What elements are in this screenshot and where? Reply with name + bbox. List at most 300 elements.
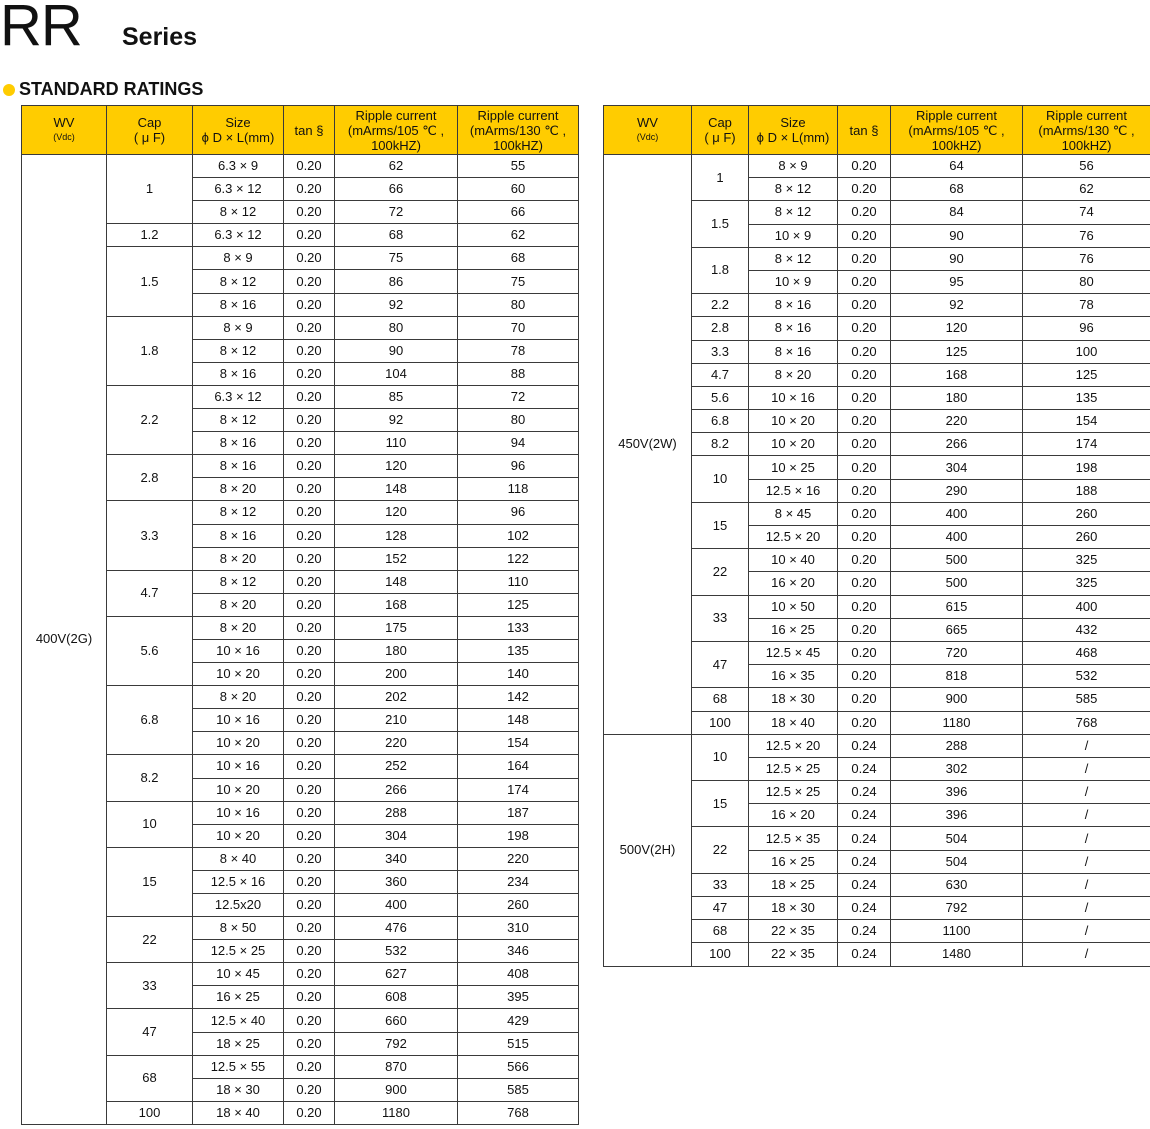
ripple-130-cell: /	[1023, 734, 1150, 757]
cap-cell: 1	[692, 155, 749, 201]
ripple-105-cell: 266	[891, 433, 1023, 456]
cap-cell: 47	[692, 641, 749, 687]
tan-cell: 0.20	[838, 410, 891, 433]
tan-cell: 0.20	[284, 963, 335, 986]
tan-cell: 0.20	[838, 711, 891, 734]
cap-cell: 6.8	[107, 686, 193, 755]
size-cell: 8 × 9	[193, 316, 284, 339]
ripple-130-cell: 96	[1023, 317, 1150, 340]
cap-cell: 6.8	[692, 410, 749, 433]
tan-cell: 0.24	[838, 781, 891, 804]
ripple-105-cell: 360	[335, 870, 458, 893]
ripple-130-cell: 75	[458, 270, 579, 293]
size-cell: 8 × 16	[193, 455, 284, 478]
cap-cell: 10	[692, 734, 749, 780]
ripple-105-cell: 476	[335, 917, 458, 940]
ripple-130-cell: 154	[458, 732, 579, 755]
cap-cell: 1.8	[107, 316, 193, 385]
ripple-105-cell: 266	[335, 778, 458, 801]
cap-cell: 4.7	[692, 363, 749, 386]
ripple-105-cell: 532	[335, 940, 458, 963]
ripple-130-cell: 125	[1023, 363, 1150, 386]
tan-cell: 0.20	[838, 688, 891, 711]
tan-cell: 0.24	[838, 827, 891, 850]
size-cell: 8 × 20	[193, 686, 284, 709]
cap-cell: 33	[692, 595, 749, 641]
ripple-105-cell: 900	[335, 1078, 458, 1101]
ripple-130-cell: 55	[458, 155, 579, 178]
size-cell: 16 × 35	[749, 665, 838, 688]
section-title: STANDARD RATINGS	[19, 79, 204, 99]
tan-cell: 0.20	[284, 293, 335, 316]
cap-cell: 8.2	[692, 433, 749, 456]
ripple-105-cell: 340	[335, 847, 458, 870]
series-word: Series	[122, 23, 198, 51]
ripple-130-cell: 532	[1023, 665, 1150, 688]
tan-cell: 0.20	[284, 778, 335, 801]
ripple-105-cell: 85	[335, 385, 458, 408]
col-header-tan: tan §	[284, 106, 335, 155]
col-header-ripple-105: Ripple current (mArms/105 ℃ , 100kHZ)	[891, 106, 1023, 155]
ripple-130-cell: 135	[458, 639, 579, 662]
ripple-130-cell: 78	[1023, 294, 1150, 317]
tan-cell: 0.20	[284, 1078, 335, 1101]
tan-cell: 0.20	[838, 618, 891, 641]
size-cell: 16 × 25	[749, 850, 838, 873]
tan-cell: 0.20	[284, 524, 335, 547]
ripple-130-cell: 88	[458, 362, 579, 385]
size-cell: 8 × 20	[193, 593, 284, 616]
size-cell: 18 × 25	[749, 873, 838, 896]
ripple-130-cell: 74	[1023, 201, 1150, 224]
size-cell: 8 × 16	[749, 294, 838, 317]
size-cell: 10 × 9	[749, 270, 838, 293]
tan-cell: 0.24	[838, 920, 891, 943]
size-cell: 10 × 16	[193, 801, 284, 824]
tan-cell: 0.20	[284, 247, 335, 270]
size-cell: 10 × 20	[193, 732, 284, 755]
ripple-130-cell: 174	[458, 778, 579, 801]
tan-cell: 0.20	[284, 801, 335, 824]
tan-cell: 0.20	[838, 433, 891, 456]
col-header-size: Size ϕ D × L(mm)	[193, 106, 284, 155]
size-cell: 8 × 12	[749, 247, 838, 270]
ripple-105-cell: 615	[891, 595, 1023, 618]
tan-cell: 0.20	[284, 270, 335, 293]
tan-cell: 0.20	[838, 317, 891, 340]
col-header-size: Size ϕ D × L(mm)	[749, 106, 838, 155]
size-cell: 12.5 × 16	[193, 870, 284, 893]
ripple-105-cell: 1100	[891, 920, 1023, 943]
wv-cell: 500V(2H)	[604, 734, 692, 966]
ripple-130-cell: 62	[1023, 178, 1150, 201]
ratings-table-right	[603, 105, 1150, 967]
size-cell: 8 × 20	[193, 478, 284, 501]
cap-cell: 4.7	[107, 570, 193, 616]
size-cell: 8 × 16	[193, 524, 284, 547]
ripple-105-cell: 1480	[891, 943, 1023, 966]
ripple-105-cell: 220	[335, 732, 458, 755]
ripple-105-cell: 64	[891, 155, 1023, 178]
ripple-130-cell: 468	[1023, 641, 1150, 664]
size-cell: 6.3 × 12	[193, 385, 284, 408]
ripple-105-cell: 608	[335, 986, 458, 1009]
ripple-105-cell: 304	[335, 824, 458, 847]
col-header-ripple-130: Ripple current (mArms/130 ℃ , 100kHZ)	[458, 106, 579, 155]
size-cell: 8 × 20	[749, 363, 838, 386]
size-cell: 8 × 12	[749, 201, 838, 224]
tan-cell: 0.20	[284, 1009, 335, 1032]
ripple-105-cell: 175	[335, 616, 458, 639]
tan-cell: 0.20	[838, 224, 891, 247]
col-header-cap: Cap ( μ F)	[107, 106, 193, 155]
ripple-130-cell: 80	[458, 293, 579, 316]
ripple-105-cell: 290	[891, 479, 1023, 502]
tan-cell: 0.20	[284, 316, 335, 339]
ripple-130-cell: 96	[458, 501, 579, 524]
cap-cell: 5.6	[107, 616, 193, 685]
size-cell: 16 × 25	[749, 618, 838, 641]
ripple-130-cell: 70	[458, 316, 579, 339]
ripple-130-cell: 66	[458, 201, 579, 224]
ripple-130-cell: /	[1023, 804, 1150, 827]
tan-cell: 0.24	[838, 897, 891, 920]
cap-cell: 1.5	[107, 247, 193, 316]
ripple-105-cell: 792	[891, 897, 1023, 920]
ripple-105-cell: 180	[335, 639, 458, 662]
size-cell: 8 × 16	[749, 317, 838, 340]
size-cell: 10 × 9	[749, 224, 838, 247]
cap-cell: 68	[692, 688, 749, 711]
size-cell: 10 × 20	[749, 433, 838, 456]
tan-cell: 0.20	[838, 155, 891, 178]
cap-cell: 33	[692, 873, 749, 896]
ripple-105-cell: 90	[891, 224, 1023, 247]
cap-cell: 1.8	[692, 247, 749, 293]
tan-cell: 0.20	[838, 595, 891, 618]
ripple-130-cell: /	[1023, 781, 1150, 804]
tan-cell: 0.20	[284, 339, 335, 362]
tan-cell: 0.20	[284, 385, 335, 408]
ripple-130-cell: 80	[458, 409, 579, 432]
col-header-ripple-130: Ripple current (mArms/130 ℃ , 100kHZ)	[1023, 106, 1150, 155]
cap-cell: 68	[692, 920, 749, 943]
ripple-130-cell: 62	[458, 224, 579, 247]
ripple-105-cell: 210	[335, 709, 458, 732]
ripple-130-cell: /	[1023, 757, 1150, 780]
cap-cell: 10	[692, 456, 749, 502]
size-cell: 8 × 12	[193, 339, 284, 362]
size-cell: 10 × 45	[193, 963, 284, 986]
size-cell: 12.5 × 40	[193, 1009, 284, 1032]
ripple-130-cell: 566	[458, 1055, 579, 1078]
ripple-105-cell: 110	[335, 432, 458, 455]
ripple-105-cell: 128	[335, 524, 458, 547]
tan-cell: 0.20	[284, 409, 335, 432]
size-cell: 12.5 × 25	[749, 781, 838, 804]
ripple-130-cell: 585	[1023, 688, 1150, 711]
size-cell: 10 × 20	[193, 663, 284, 686]
ripple-105-cell: 120	[335, 455, 458, 478]
tan-cell: 0.20	[284, 732, 335, 755]
cap-cell: 47	[107, 1009, 193, 1055]
ripple-105-cell: 68	[335, 224, 458, 247]
size-cell: 18 × 30	[193, 1078, 284, 1101]
ripple-105-cell: 120	[891, 317, 1023, 340]
ripple-105-cell: 627	[335, 963, 458, 986]
ripple-130-cell: 432	[1023, 618, 1150, 641]
table-row	[604, 734, 1150, 757]
cap-cell: 1.5	[692, 201, 749, 247]
ripple-130-cell: 260	[1023, 526, 1150, 549]
ripple-105-cell: 86	[335, 270, 458, 293]
size-cell: 18 × 40	[193, 1101, 284, 1124]
ripple-105-cell: 62	[335, 155, 458, 178]
size-cell: 12.5 × 20	[749, 526, 838, 549]
col-header-wv: WV (Vdc)	[604, 106, 692, 155]
wv-cell: 400V(2G)	[22, 155, 107, 1125]
tan-cell: 0.20	[284, 709, 335, 732]
size-cell: 8 × 12	[749, 178, 838, 201]
ripple-130-cell: 429	[458, 1009, 579, 1032]
ripple-105-cell: 92	[335, 409, 458, 432]
tan-cell: 0.20	[838, 665, 891, 688]
ripple-105-cell: 665	[891, 618, 1023, 641]
ripple-130-cell: /	[1023, 873, 1150, 896]
ripple-130-cell: 220	[458, 847, 579, 870]
table-header-row	[22, 106, 579, 155]
size-cell: 8 × 45	[749, 502, 838, 525]
ripple-130-cell: 102	[458, 524, 579, 547]
ripple-105-cell: 400	[891, 502, 1023, 525]
col-header-wv: WV (Vdc)	[22, 106, 107, 155]
size-cell: 10 × 40	[749, 549, 838, 572]
wv-cell: 450V(2W)	[604, 155, 692, 735]
col-header-cap: Cap ( μ F)	[692, 106, 749, 155]
ripple-105-cell: 152	[335, 547, 458, 570]
ripple-130-cell: 118	[458, 478, 579, 501]
ripple-105-cell: 220	[891, 410, 1023, 433]
cap-cell: 5.6	[692, 386, 749, 409]
ripple-130-cell: 60	[458, 178, 579, 201]
tan-cell: 0.20	[284, 501, 335, 524]
ripple-130-cell: 515	[458, 1032, 579, 1055]
size-cell: 10 × 50	[749, 595, 838, 618]
ripple-130-cell: 395	[458, 986, 579, 1009]
size-cell: 8 × 16	[749, 340, 838, 363]
size-cell: 12.5 × 25	[749, 757, 838, 780]
size-cell: 8 × 9	[749, 155, 838, 178]
tan-cell: 0.20	[284, 686, 335, 709]
cap-cell: 1.2	[107, 224, 193, 247]
ripple-105-cell: 125	[891, 340, 1023, 363]
ripple-105-cell: 68	[891, 178, 1023, 201]
size-cell: 12.5x20	[193, 894, 284, 917]
ripple-130-cell: 188	[1023, 479, 1150, 502]
size-cell: 10 × 16	[193, 709, 284, 732]
tan-cell: 0.20	[284, 224, 335, 247]
ripple-130-cell: 68	[458, 247, 579, 270]
ripple-130-cell: 56	[1023, 155, 1150, 178]
ripple-130-cell: 154	[1023, 410, 1150, 433]
ripple-130-cell: 408	[458, 963, 579, 986]
ripple-130-cell: /	[1023, 920, 1150, 943]
table-header-row	[604, 106, 1150, 155]
tan-cell: 0.20	[284, 663, 335, 686]
ripple-130-cell: 96	[458, 455, 579, 478]
ripple-130-cell: /	[1023, 827, 1150, 850]
ripple-130-cell: 140	[458, 663, 579, 686]
tan-cell: 0.20	[284, 847, 335, 870]
size-cell: 8 × 16	[193, 293, 284, 316]
ripple-105-cell: 84	[891, 201, 1023, 224]
cap-cell: 2.8	[107, 455, 193, 501]
ripple-105-cell: 1180	[335, 1101, 458, 1124]
ripple-105-cell: 720	[891, 641, 1023, 664]
tan-cell: 0.24	[838, 804, 891, 827]
ripple-130-cell: 135	[1023, 386, 1150, 409]
ripple-130-cell: 148	[458, 709, 579, 732]
tan-cell: 0.20	[838, 270, 891, 293]
tan-cell: 0.20	[284, 201, 335, 224]
cap-cell: 47	[692, 897, 749, 920]
ripple-105-cell: 168	[335, 593, 458, 616]
ripple-105-cell: 400	[335, 894, 458, 917]
ripple-130-cell: 133	[458, 616, 579, 639]
size-cell: 8 × 16	[193, 432, 284, 455]
size-cell: 8 × 40	[193, 847, 284, 870]
tan-cell: 0.20	[284, 824, 335, 847]
cap-cell: 15	[692, 781, 749, 827]
ripple-105-cell: 72	[335, 201, 458, 224]
tan-cell: 0.20	[284, 455, 335, 478]
cap-cell: 100	[692, 711, 749, 734]
cap-cell: 100	[107, 1101, 193, 1124]
ripple-105-cell: 120	[335, 501, 458, 524]
size-cell: 10 × 16	[193, 755, 284, 778]
cap-cell: 15	[107, 847, 193, 916]
ripple-130-cell: 260	[1023, 502, 1150, 525]
ratings-table-left	[21, 105, 579, 1125]
tan-cell: 0.20	[284, 940, 335, 963]
ripple-105-cell: 660	[335, 1009, 458, 1032]
tan-cell: 0.20	[838, 456, 891, 479]
size-cell: 10 × 25	[749, 456, 838, 479]
ripple-105-cell: 80	[335, 316, 458, 339]
size-cell: 12.5 × 55	[193, 1055, 284, 1078]
ripple-105-cell: 504	[891, 850, 1023, 873]
cap-cell: 15	[692, 502, 749, 548]
ripple-105-cell: 500	[891, 549, 1023, 572]
tan-cell: 0.24	[838, 873, 891, 896]
size-cell: 22 × 35	[749, 943, 838, 966]
ripple-130-cell: 768	[1023, 711, 1150, 734]
cap-cell: 2.8	[692, 317, 749, 340]
size-cell: 8 × 16	[193, 362, 284, 385]
ripple-105-cell: 288	[335, 801, 458, 824]
tan-cell: 0.20	[284, 870, 335, 893]
ripple-130-cell: 198	[1023, 456, 1150, 479]
cap-cell: 2.2	[692, 294, 749, 317]
ripple-130-cell: 110	[458, 570, 579, 593]
ripple-105-cell: 792	[335, 1032, 458, 1055]
ripple-105-cell: 302	[891, 757, 1023, 780]
series-code: RR	[0, 0, 82, 58]
tan-cell: 0.20	[838, 178, 891, 201]
ripple-130-cell: 94	[458, 432, 579, 455]
size-cell: 8 × 50	[193, 917, 284, 940]
size-cell: 16 × 20	[749, 804, 838, 827]
ripple-130-cell: 164	[458, 755, 579, 778]
cap-cell: 22	[692, 549, 749, 595]
ripple-105-cell: 500	[891, 572, 1023, 595]
size-cell: 8 × 20	[193, 547, 284, 570]
cap-cell: 8.2	[107, 755, 193, 801]
tan-cell: 0.20	[284, 1101, 335, 1124]
size-cell: 16 × 25	[193, 986, 284, 1009]
ripple-105-cell: 304	[891, 456, 1023, 479]
ripple-130-cell: 400	[1023, 595, 1150, 618]
tan-cell: 0.20	[838, 526, 891, 549]
size-cell: 10 × 20	[749, 410, 838, 433]
ripple-105-cell: 396	[891, 781, 1023, 804]
size-cell: 10 × 20	[193, 824, 284, 847]
ripple-105-cell: 168	[891, 363, 1023, 386]
cap-cell: 2.2	[107, 385, 193, 454]
ripple-130-cell: 198	[458, 824, 579, 847]
size-cell: 6.3 × 12	[193, 178, 284, 201]
cap-cell: 22	[107, 917, 193, 963]
ripple-130-cell: 72	[458, 385, 579, 408]
tan-cell: 0.24	[838, 734, 891, 757]
ripple-130-cell: /	[1023, 897, 1150, 920]
col-header-tan: tan §	[838, 106, 891, 155]
ripple-130-cell: /	[1023, 943, 1150, 966]
ripple-130-cell: 325	[1023, 572, 1150, 595]
ripple-105-cell: 148	[335, 478, 458, 501]
ripple-105-cell: 818	[891, 665, 1023, 688]
size-cell: 6.3 × 12	[193, 224, 284, 247]
tan-cell: 0.20	[284, 616, 335, 639]
cap-cell: 10	[107, 801, 193, 847]
ripple-130-cell: 260	[458, 894, 579, 917]
ripple-105-cell: 75	[335, 247, 458, 270]
size-cell: 12.5 × 25	[193, 940, 284, 963]
tan-cell: 0.20	[284, 639, 335, 662]
tan-cell: 0.20	[284, 478, 335, 501]
size-cell: 12.5 × 35	[749, 827, 838, 850]
ripple-130-cell: 125	[458, 593, 579, 616]
size-cell: 10 × 20	[193, 778, 284, 801]
size-cell: 18 × 25	[193, 1032, 284, 1055]
ripple-130-cell: 80	[1023, 270, 1150, 293]
ripple-130-cell: 187	[458, 801, 579, 824]
ripple-105-cell: 90	[335, 339, 458, 362]
tan-cell: 0.24	[838, 757, 891, 780]
tan-cell: 0.20	[838, 641, 891, 664]
tan-cell: 0.20	[838, 549, 891, 572]
ripple-105-cell: 900	[891, 688, 1023, 711]
size-cell: 8 × 12	[193, 270, 284, 293]
size-cell: 18 × 30	[749, 688, 838, 711]
tan-cell: 0.20	[838, 572, 891, 595]
tan-cell: 0.20	[284, 547, 335, 570]
table-body	[22, 155, 579, 1125]
tan-cell: 0.20	[284, 178, 335, 201]
cap-cell: 3.3	[692, 340, 749, 363]
tan-cell: 0.20	[284, 986, 335, 1009]
ripple-105-cell: 200	[335, 663, 458, 686]
